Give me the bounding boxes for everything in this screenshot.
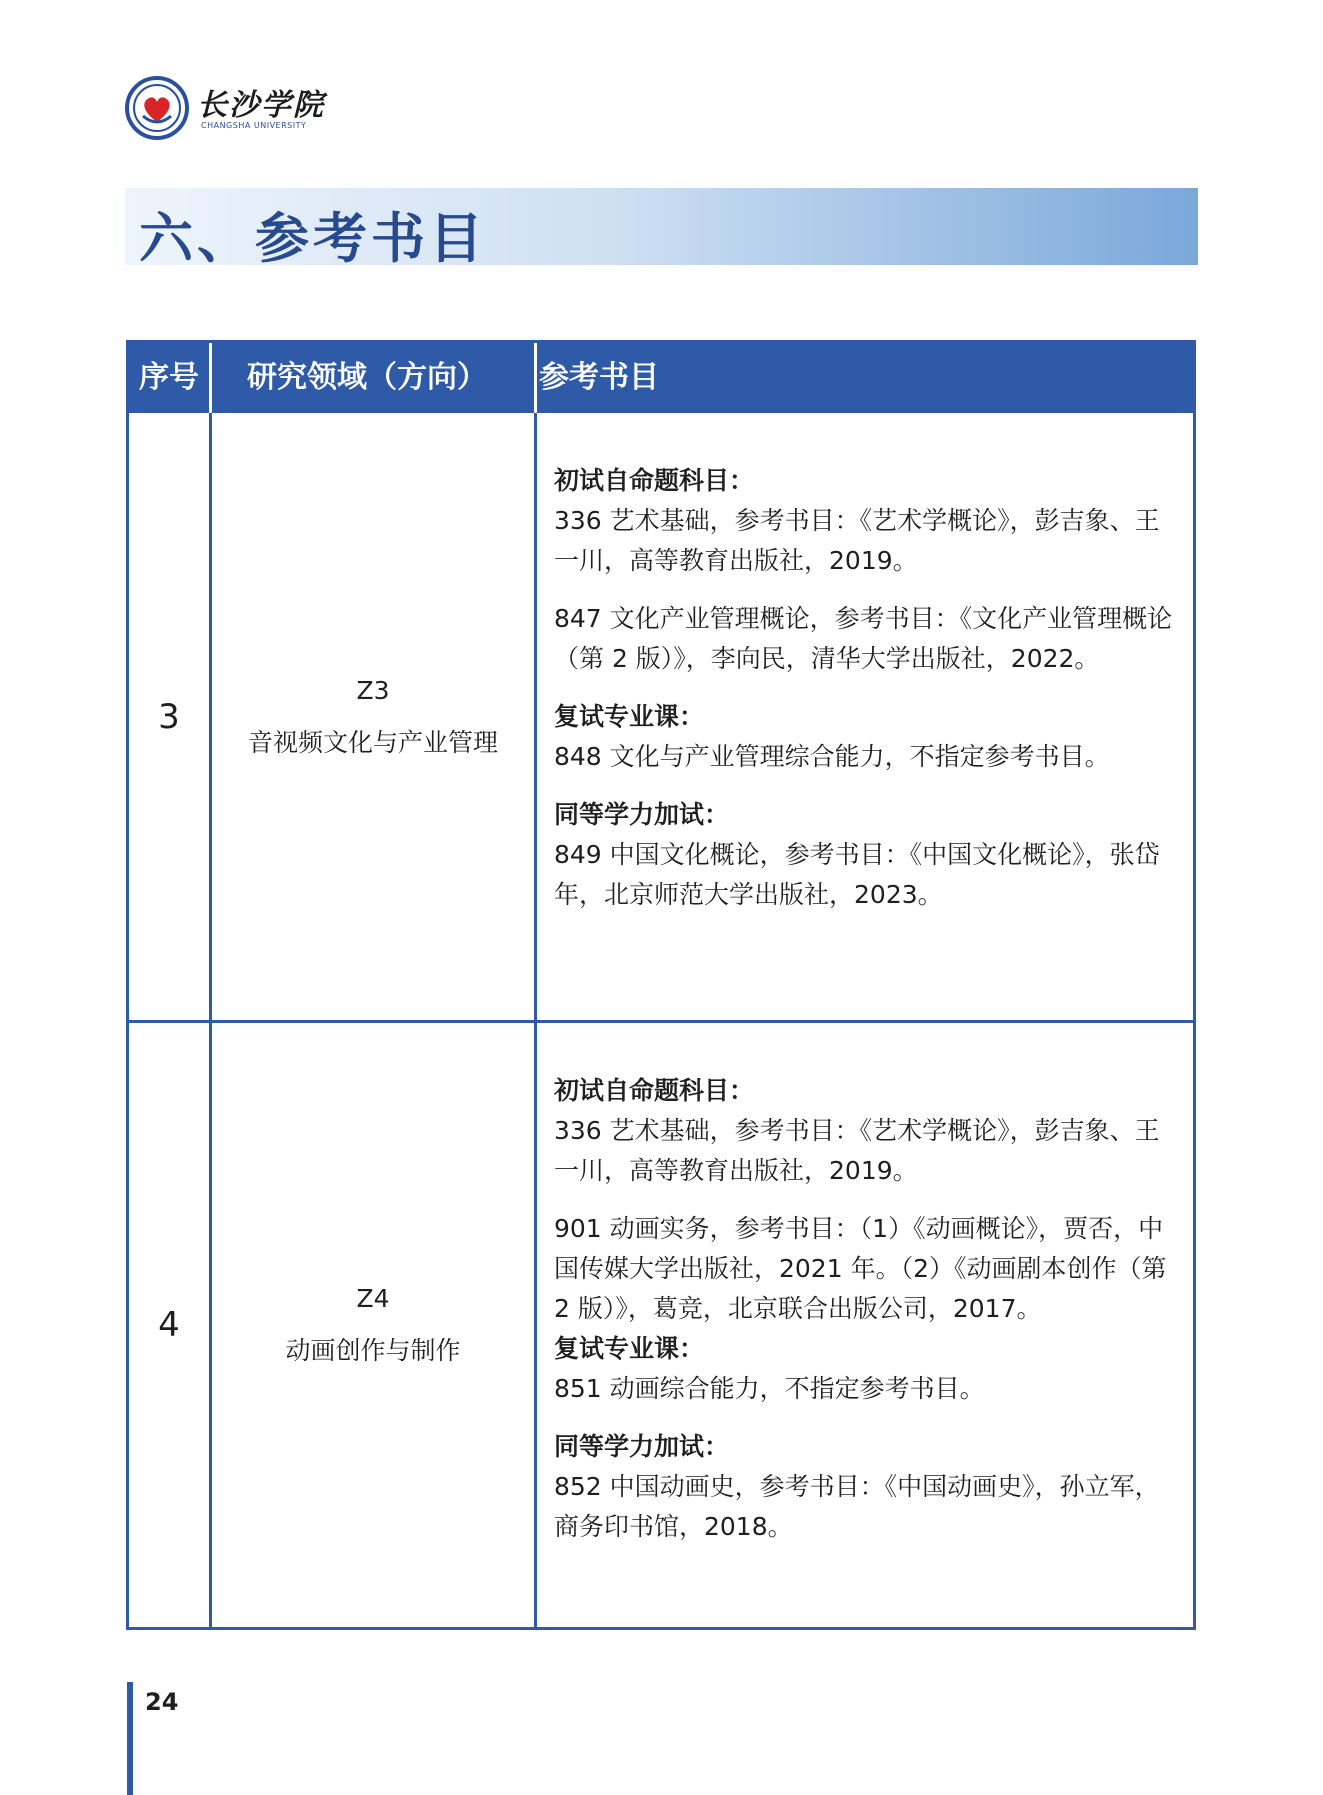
books-cell	[554, 1023, 1179, 1547]
book-entry: 901 动画实务，参考书目：（1）《动画概论》，贾否，中国传媒大学出版社，2021 年。（2）《动画剧本创作（第 2 版）》，葛竞，北京联合出版公司，2017。	[554, 1214, 1167, 1323]
header-divider	[534, 343, 537, 413]
section-banner	[125, 188, 1198, 270]
university-logo	[125, 76, 465, 140]
section-title: 六、参考书目	[139, 207, 487, 270]
column-divider	[534, 413, 537, 1020]
column-divider	[534, 1023, 537, 1627]
book-entry: 848 文化与产业管理综合能力，不指定参考书目。	[554, 742, 1110, 771]
table-row	[129, 1023, 1193, 1627]
page-number: 24	[145, 1688, 179, 1716]
book-entry: 336 艺术基础，参考书目：《艺术学概论》，彭吉象、王一川，高等教育出版社，2019。	[554, 506, 1160, 575]
book-entry: 336 艺术基础，参考书目：《艺术学概论》，彭吉象、王一川，高等教育出版社，2019。	[554, 1116, 1160, 1185]
exam-heading: 复试专业课：	[554, 1334, 705, 1363]
exam-heading: 初试自命题科目：	[554, 466, 755, 495]
research-area-cell	[212, 1023, 534, 1627]
exam-heading: 同等学力加试：	[554, 800, 730, 829]
table-row	[129, 413, 1193, 1023]
exam-heading: 同等学力加试：	[554, 1432, 730, 1461]
header-area: 研究领域（方向）	[247, 360, 487, 395]
row-number: 3	[158, 696, 180, 737]
area-code: Z3	[356, 675, 390, 705]
book-entry: 852 中国动画史，参考书目：《中国动画史》，孙立军，商务印书馆，2018。	[554, 1472, 1160, 1541]
area-name: 动画创作与制作	[285, 1336, 461, 1365]
header-no: 序号	[139, 360, 199, 395]
exam-heading: 复试专业课：	[554, 702, 705, 731]
page-number-bar	[127, 1682, 133, 1795]
book-entry: 851 动画综合能力，不指定参考书目。	[554, 1374, 985, 1403]
research-area-cell	[212, 413, 534, 1020]
books-cell	[554, 413, 1179, 915]
header-divider	[209, 343, 212, 413]
area-name: 音视频文化与产业管理	[247, 727, 498, 757]
book-entry: 849 中国文化概论，参考书目：《中国文化概论》，张岱年，北京师范大学出版社，2023。	[554, 840, 1160, 909]
exam-heading: 初试自命题科目：	[554, 1076, 755, 1105]
logo-name: 长沙学院	[197, 88, 325, 123]
row-number: 4	[158, 1305, 180, 1345]
logo-subtitle: CHANGSHA UNIVERSITY	[201, 121, 307, 130]
university-seal-icon	[125, 76, 189, 140]
area-code: Z4	[356, 1284, 390, 1313]
header-books: 参考书目	[539, 360, 659, 395]
table-header	[129, 343, 1193, 413]
book-entry: 847 文化产业管理概论，参考书目：《文化产业管理概论（第 2 版）》，李向民，清华大学出版社，2022。	[554, 604, 1173, 673]
reference-table	[126, 340, 1196, 1630]
